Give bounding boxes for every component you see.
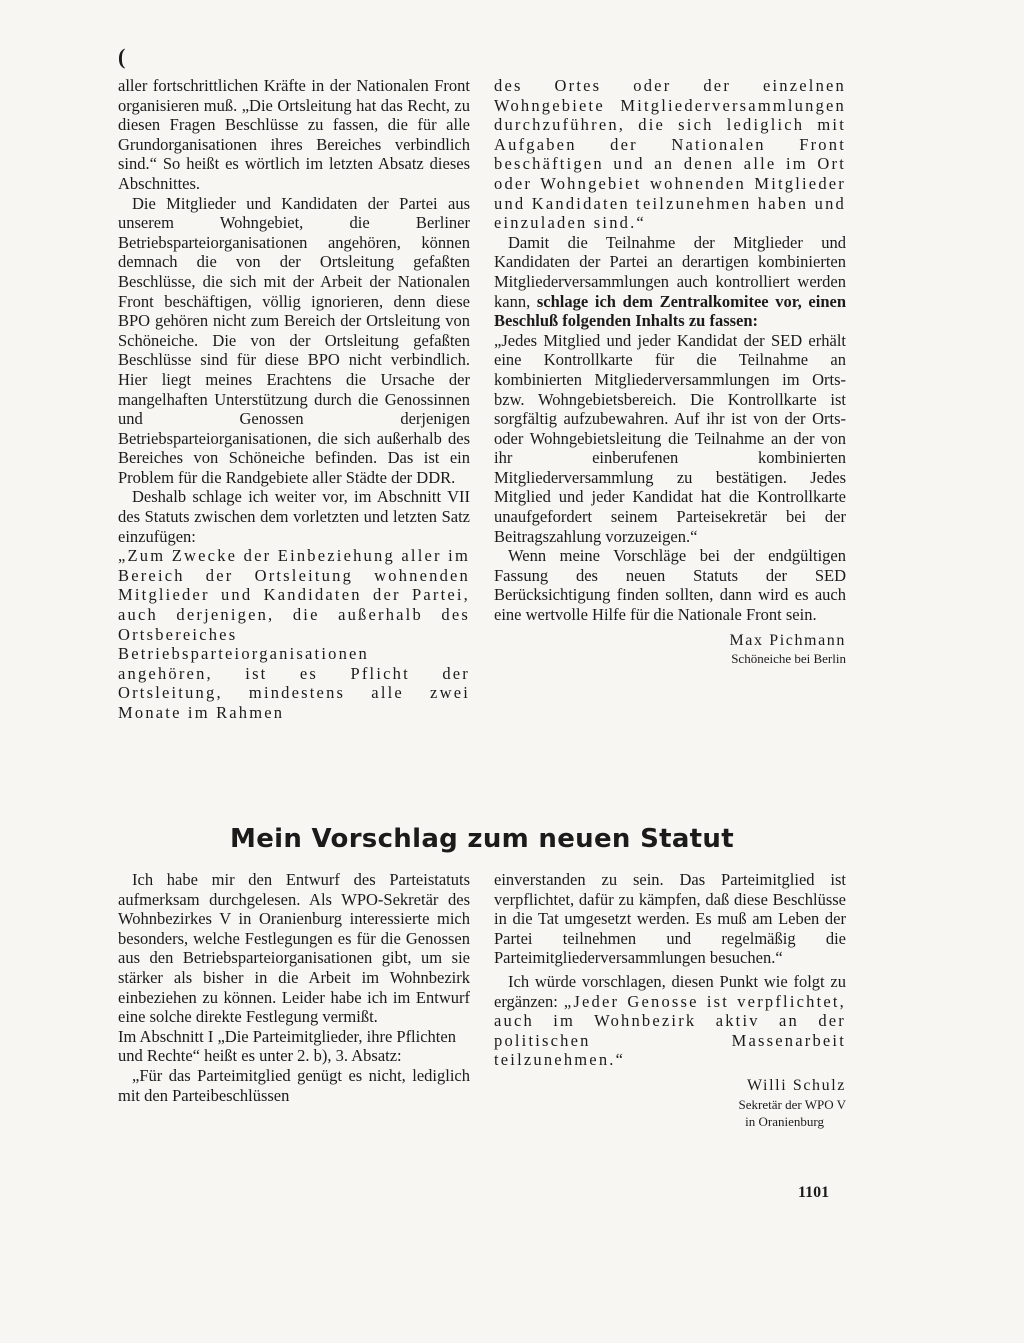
article-headline: Mein Vorschlag zum neuen Statut: [230, 824, 734, 854]
paragraph: Wenn meine Vorschläge bei der endgültigen Fassung des neuen Statuts der SED Berücksichtigung finden sollten, dann wird es auch eine wertvolle Hilfe für die Nationale Front sein.: [494, 546, 846, 625]
paragraph: Die Mitglieder und Kandidaten der Partei aus unserem Wohngebiet, die Berliner Betriebsparteiorganisationen angehören, können demnach die von der Ortsleitung gefaßten Beschlüsse, die sich mit der Arbeit der Nationalen Front beschäftigen, völlig ignorieren, denn diese BPO gehören nicht zum Bereich der Ortsleitung von Schöneiche. Die von der Ortsleitung gefaßten Beschlüsse sind für diese BPO nicht verbindlich. Hier liegt meines Erachtens die Ursache der mangelhaften Unterstützung durch die Genossinnen und Genossen derjenigen Betriebsparteiorganisationen, die sich außerhalb des Bereiches von Schöneiche befinden. Das ist ein Problem für die Randgebiete aller Städte der DDR.: [118, 193, 470, 487]
paragraph-text: Ich würde vorschlagen, diesen Punkt wie folgt zu ergänzen:: [494, 971, 846, 1011]
spaced-quote: des Ortes oder der einzelnen Wohngebiete Mitgliederversammlungen durchzuführen, die sich lediglich mit Aufgaben der Nationalen Front beschäftigen und an denen alle im Ort oder Wohngebiet wohnenden Mitglieder und Kandidaten teilzunehmen haben und einzuladen sind.“: [494, 76, 846, 233]
paragraph: Deshalb schlage ich weiter vor, im Abschnitt VII des Statuts zwischen dem vorletzten und letzten Satz einzufügen:: [118, 487, 470, 546]
article1-column-right: [494, 76, 846, 667]
paragraph-text: Damit die Teilnahme der Mitglieder und Kandidaten der Partei an derartigen kombinierten Mitgliederversammlungen auch kontrolliert werden kann,: [494, 232, 846, 311]
article2-column-left: [118, 870, 470, 1105]
paragraph: „Jedes Mitglied und jeder Kandidat der SED erhält eine Kontrollkarte für die Teilnahme an kombinierten Mitgliederversammlungen im Orts- bzw. Wohngebietsbereich. Die Kontrollkarte ist sorgfältig aufzubewahren. Auf ihr ist von der Orts- oder Wohngebietsleitung die Teilnahme an der von ihr einberufenen kombinierten Mitgliederversammlung zu bestätigen. Jedes Mitglied und jeder Kandidat hat die Kontrollkarte unaufgefordert seinem Parteisekretär bei der Beitragszahlung vorzuzeigen.“: [494, 330, 846, 546]
signature-line: in Oranienburg: [745, 1113, 824, 1129]
article1-column-left: [118, 76, 470, 723]
signature-name: Willi Schulz: [747, 1076, 846, 1094]
article2-column-right: [494, 870, 846, 1130]
signature-name: Max Pichmann: [729, 631, 846, 649]
paragraph: [494, 233, 846, 331]
paragraph: Im Abschnitt I „Die Parteimitglieder, ihre Pflichten und Rechte“ heißt es unter 2. b), 3. Absatz:: [118, 1026, 456, 1066]
spaced-quote: „Jeder Genosse ist verpflichtet, auch im Wohnbezirk aktiv an der politischen Massenarbeit teilzunehmen.“: [494, 991, 847, 1070]
page-number: 1101: [798, 1184, 830, 1201]
signature-line: Sekretär der WPO V: [738, 1096, 846, 1112]
paragraph: aller fortschrittlichen Kräfte in der Nationalen Front organisieren muß. „Die Ortsleitung hat das Recht, zu diesen Fragen Beschlüsse zu fassen, die für alle Grundorganisationen ihres Bereiches verbindlich sind.“ So heißt es wörtlich im letzten Absatz dieses Abschnittes.: [118, 76, 470, 193]
paragraph: einverstanden zu sein. Das Parteimitglied ist verpflichtet, dafür zu kämpfen, daß diese Beschlüsse in die Tat umgesetzt werden. Es muß am Leben der Partei teilnehmen und regelmäßig die Parteimitgliederversammlungen besuchen.“: [494, 870, 846, 968]
spaced-quote: „Zum Zwecke der Einbeziehung aller im Bereich der Ortsleitung wohnenden Mitglieder und Kandidaten der Partei, auch derjenigen, die außerhalb des Ortsbereiches Betriebsparteiorganisationen angehören, ist es Pflicht der Ortsleitung, mindestens alle zwei Monate im Rahmen: [118, 546, 470, 722]
bold-proposal: schlage ich dem Zentralkomitee vor, einen Beschluß folgenden Inhalts zu fassen:: [494, 291, 847, 331]
paragraph: Ich habe mir den Entwurf des Parteistatuts aufmerksam durchgelesen. Als WPO-Sekretär des Wohnbezirkes V in Oranienburg interessierte mich besonders, welche Festlegungen es für die Genossen aus den Betriebsparteiorganisationen gibt, um sie stärker als bisher in die Arbeit im Wohnbezirk einbeziehen zu können. Leider habe ich im Entwurf eine solche direkte Festlegung vermißt.: [118, 870, 470, 1027]
paragraph: [494, 972, 846, 1070]
corner-mark: (: [118, 44, 126, 69]
paragraph: „Für das Parteimitglied genügt es nicht, lediglich mit den Parteibeschlüssen: [118, 1065, 470, 1105]
signature-place: Schöneiche bei Berlin: [731, 651, 846, 667]
